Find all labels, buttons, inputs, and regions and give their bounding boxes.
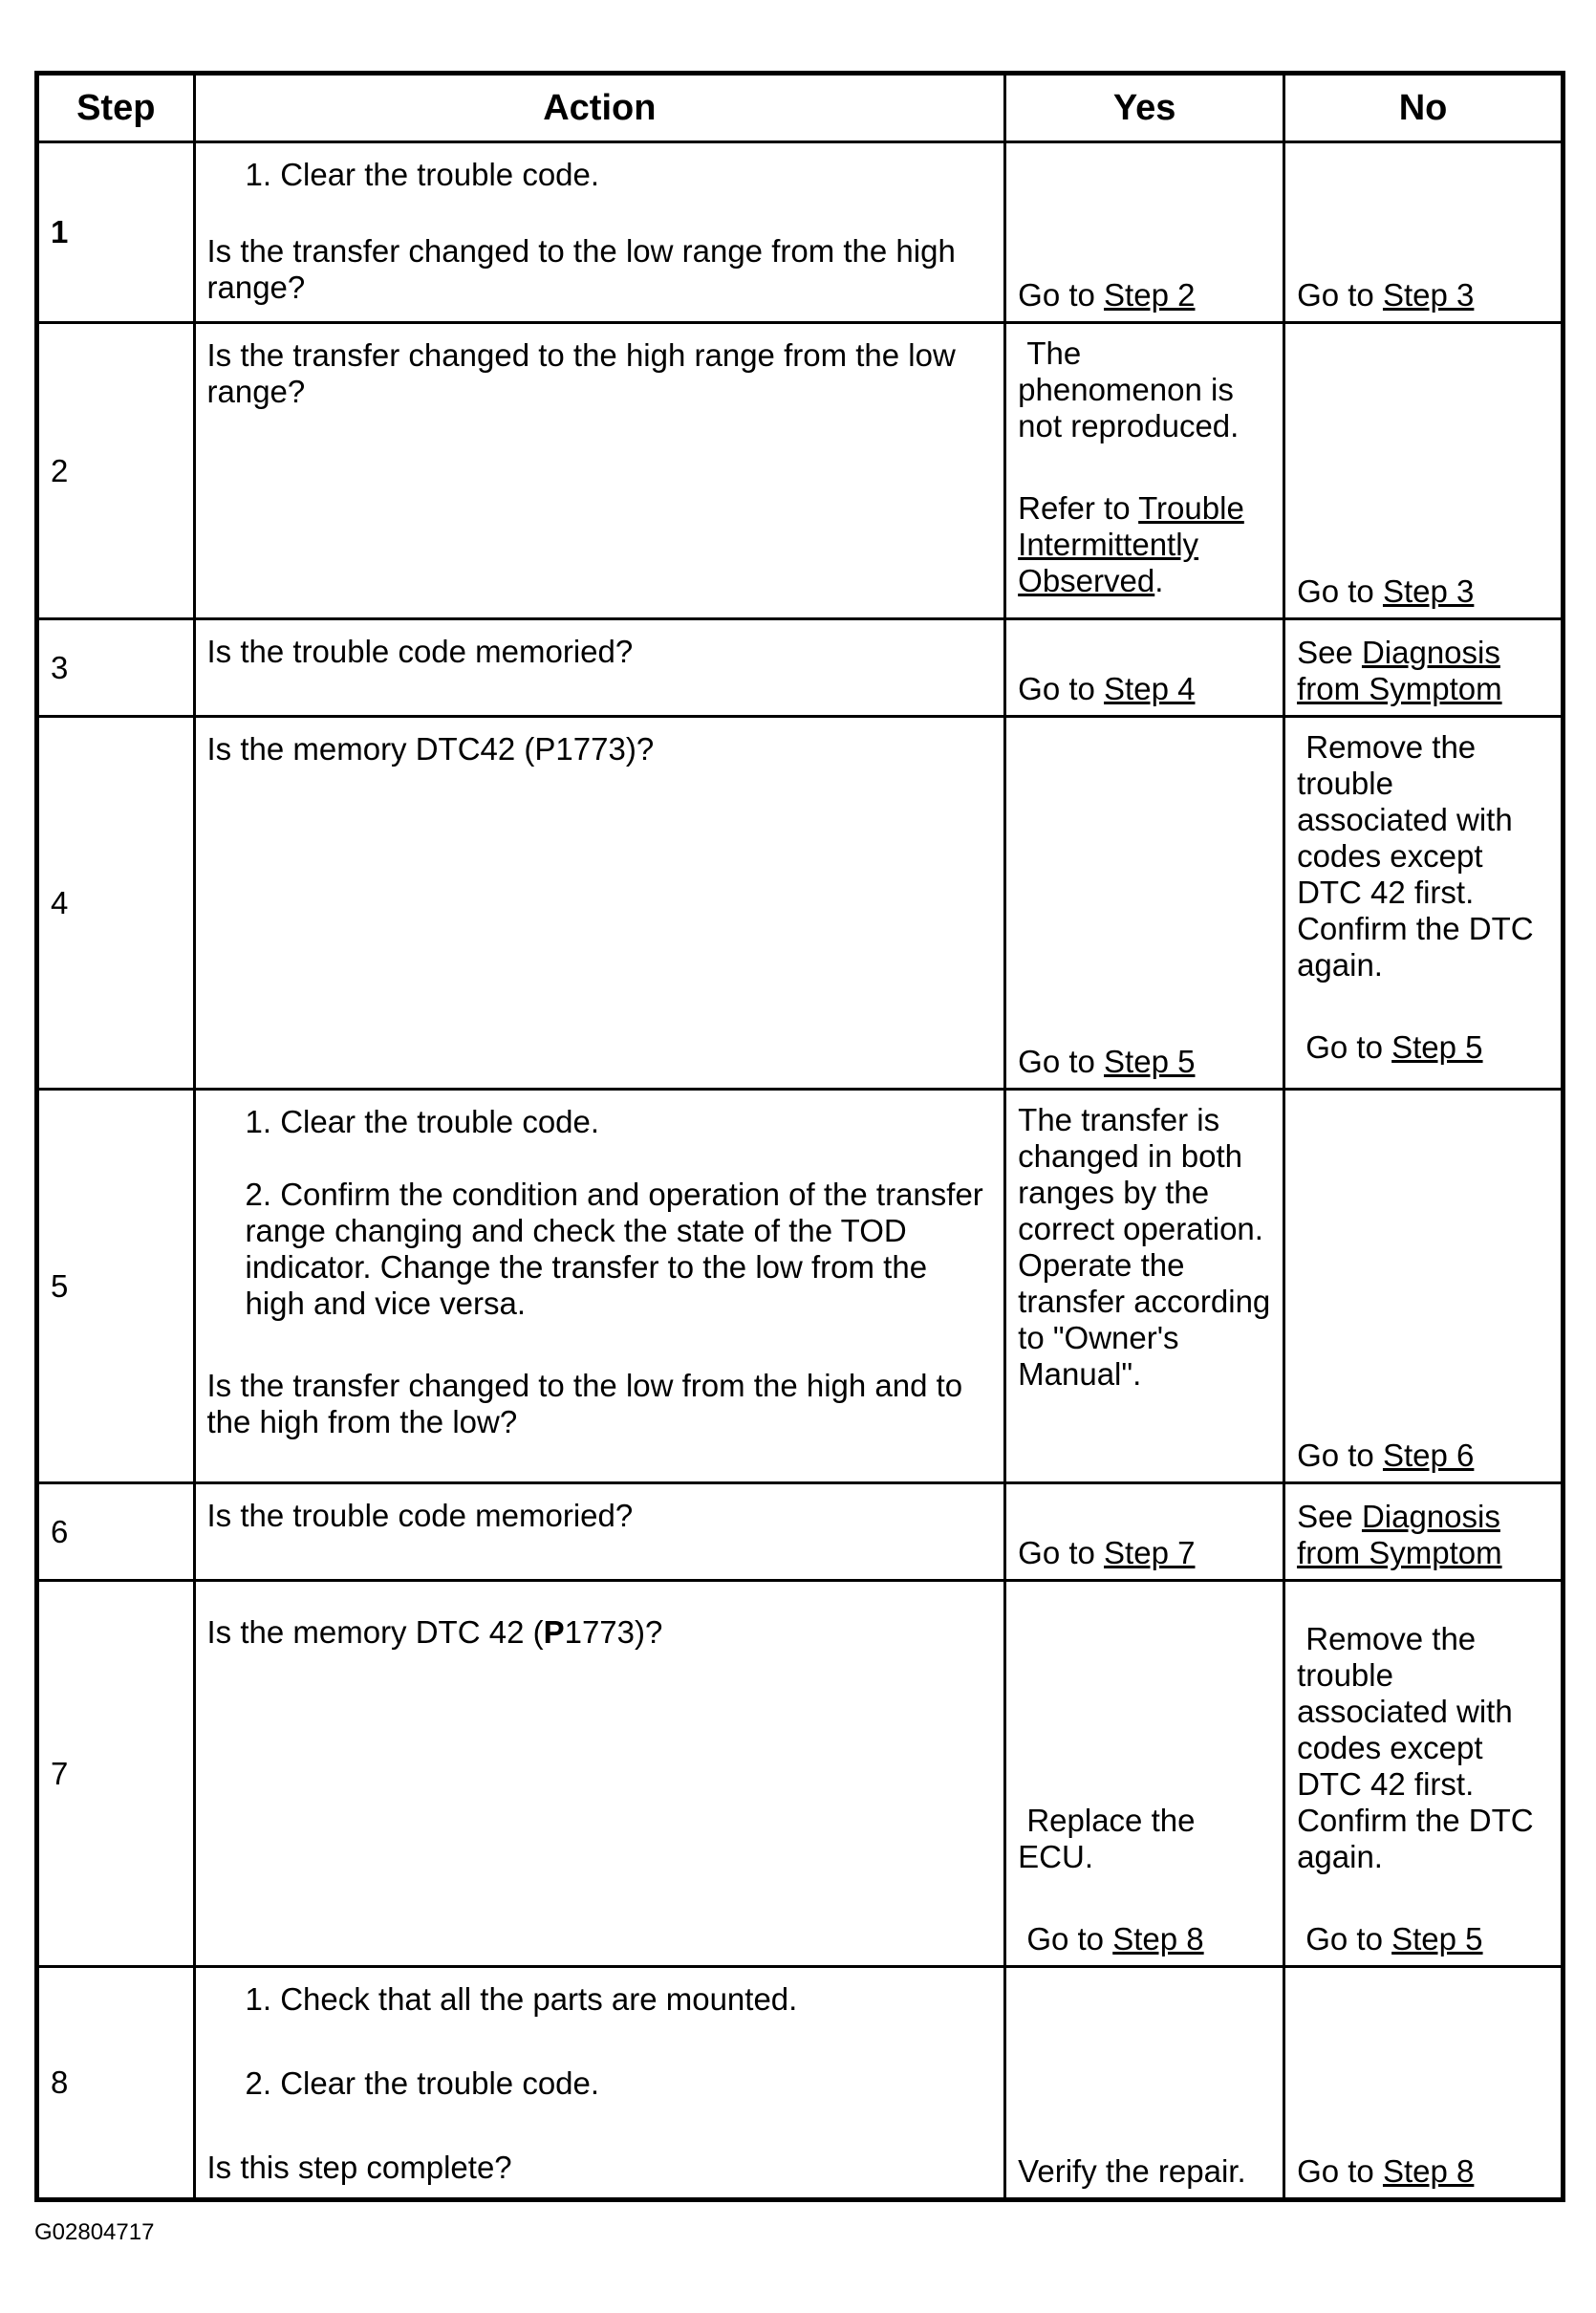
yes-text: The phenomenon is not reproduced. (1018, 335, 1242, 443)
action-question: Is the memory DTC 42 (P1773)? (206, 1614, 663, 1650)
table-row (37, 1483, 1564, 1581)
no-text: Remove the trouble associated with codes except DTC 42 first. Confirm the DTC again. (1297, 1621, 1542, 1874)
table-row (37, 1967, 1564, 2200)
no-text: Go to (1297, 1438, 1383, 1473)
action-cell (194, 142, 1005, 323)
yes-cell (1005, 619, 1284, 717)
action-question: Is the trouble code memoried? (206, 1498, 634, 1533)
no-cell (1284, 1090, 1564, 1483)
action-question: Is the memory DTC42 (P1773)? (206, 731, 655, 767)
no-goto: Go to Step 5 (1297, 1029, 1483, 1065)
action-cell (194, 1967, 1005, 2200)
yes-text: Verify the repair. (1018, 2153, 1246, 2189)
step-link[interactable]: Step 7 (1104, 1535, 1196, 1570)
step-number: 1 (37, 142, 195, 323)
yes-cell (1005, 323, 1284, 619)
header-yes: Yes (1005, 74, 1284, 142)
step-link[interactable]: Step 2 (1104, 277, 1196, 313)
action-cell (194, 323, 1005, 619)
header-action: Action (194, 74, 1005, 142)
step-link[interactable]: Step 8 (1112, 1921, 1204, 1956)
step-number: 4 (37, 717, 195, 1090)
no-cell (1284, 1967, 1564, 2200)
diagnostic-step-table (34, 71, 1565, 2202)
yes-text: Replace the ECU. (1018, 1803, 1204, 1874)
action-item: 1. Clear the trouble code. (245, 1104, 600, 1139)
action-cell (194, 1581, 1005, 1967)
reference-link[interactable]: Trouble Intermittently Observed (1018, 490, 1244, 598)
action-cell (194, 717, 1005, 1090)
table-row (37, 142, 1564, 323)
yes-cell (1005, 717, 1284, 1090)
table-row (37, 717, 1564, 1090)
yes-refer: Refer to Trouble Intermittently Observed. (1018, 490, 1244, 598)
action-item: 2. Clear the trouble code. (245, 2065, 600, 2101)
action-cell (194, 1090, 1005, 1483)
yes-text: Go to (1018, 671, 1105, 706)
table-row (37, 1090, 1564, 1483)
procedure-sheet (34, 71, 1565, 2202)
action-item: 2. Confirm the condition and operation of the transfer range changing and check the state of the TOD indicator. Change the transfer to the low from the high and vice versa. (245, 1177, 983, 1321)
yes-cell (1005, 142, 1284, 323)
step-link[interactable]: Step 3 (1382, 277, 1475, 313)
yes-text: Go to (1018, 277, 1105, 313)
no-cell (1284, 1483, 1564, 1581)
step-link[interactable]: Step 5 (1391, 1921, 1483, 1956)
step-link[interactable]: Step 5 (1104, 1044, 1196, 1079)
diagnosis-link[interactable]: Diagnosis from Symptom (1297, 1499, 1502, 1570)
step-number: 6 (37, 1483, 195, 1581)
table-row (37, 323, 1564, 619)
step-link[interactable]: Step 5 (1391, 1029, 1483, 1065)
yes-cell (1005, 1581, 1284, 1967)
no-text: See (1297, 1499, 1362, 1534)
action-question: Is the transfer changed to the high range from the low range? (206, 337, 956, 409)
action-question: Is this step complete? (206, 2150, 512, 2185)
yes-cell (1005, 1967, 1284, 2200)
step-number: 8 (37, 1967, 195, 2200)
no-text: Go to (1297, 2153, 1383, 2189)
step-link[interactable]: Step 3 (1382, 573, 1475, 609)
action-cell (194, 619, 1005, 717)
step-number: 7 (37, 1581, 195, 1967)
step-number: 2 (37, 323, 195, 619)
action-item: 1. Check that all the parts are mounted. (245, 1981, 798, 2017)
figure-code: G02804717 (34, 2219, 155, 2245)
action-question: Is the transfer changed to the low range from the high range? (206, 233, 956, 305)
step-link[interactable]: Step 6 (1382, 1438, 1475, 1473)
no-cell (1284, 142, 1564, 323)
no-text: Go to (1297, 573, 1383, 609)
yes-text: Go to (1018, 1044, 1105, 1079)
step-link[interactable]: Step 8 (1382, 2153, 1475, 2189)
yes-text: The transfer is changed in both ranges by the correct operation. Operate the transfer according to "Owner's Manual". (1018, 1102, 1271, 1392)
action-question: Is the trouble code memoried? (206, 634, 634, 669)
table-row (37, 1581, 1564, 1967)
no-cell (1284, 1581, 1564, 1967)
yes-cell (1005, 1090, 1284, 1483)
diagnosis-link[interactable]: Diagnosis from Symptom (1297, 635, 1502, 706)
step-number: 5 (37, 1090, 195, 1483)
no-text: Remove the trouble associated with codes except DTC 42 first. Confirm the DTC again. (1297, 729, 1542, 983)
header-step: Step (37, 74, 195, 142)
no-cell (1284, 619, 1564, 717)
no-goto: Go to Step 5 (1297, 1921, 1483, 1956)
step-number: 3 (37, 619, 195, 717)
no-text: See (1297, 635, 1362, 670)
action-item: 1. Clear the trouble code. (245, 157, 600, 192)
no-cell (1284, 717, 1564, 1090)
no-cell (1284, 323, 1564, 619)
action-cell (194, 1483, 1005, 1581)
header-no: No (1284, 74, 1564, 142)
yes-text: Go to (1018, 1535, 1105, 1570)
step-link[interactable]: Step 4 (1104, 671, 1196, 706)
header-row (37, 74, 1564, 142)
yes-goto: Go to Step 8 (1018, 1921, 1204, 1956)
no-text: Go to (1297, 277, 1383, 313)
action-question: Is the transfer changed to the low from the high and to the high from the low? (206, 1368, 963, 1439)
yes-cell (1005, 1483, 1284, 1581)
table-row (37, 619, 1564, 717)
